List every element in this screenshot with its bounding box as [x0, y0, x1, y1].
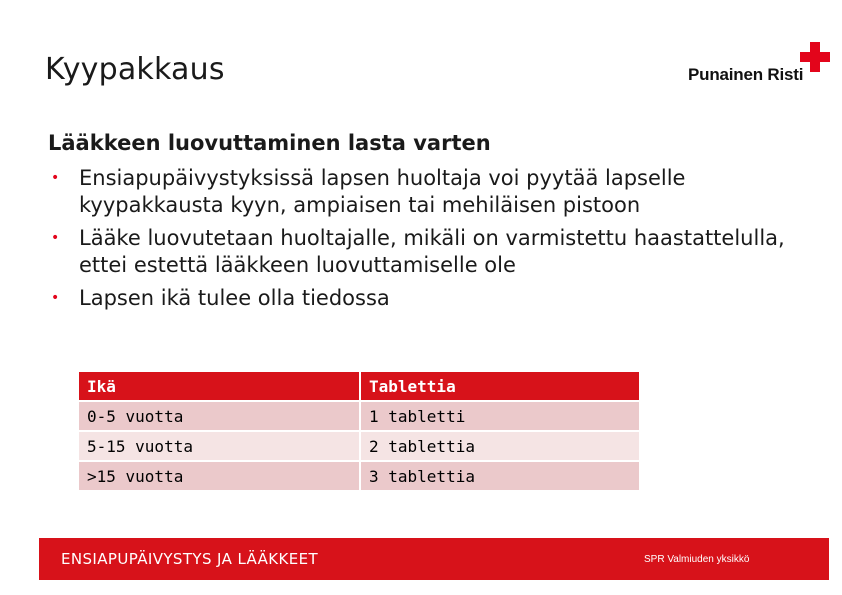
- slide-title: Kyypakkaus: [45, 52, 225, 87]
- bullet-item: [48, 225, 808, 279]
- logo-text: Punainen Risti: [688, 65, 804, 84]
- table-cell: >15 vuotta: [79, 462, 361, 492]
- bullet-list: [48, 165, 808, 318]
- red-cross-icon: [800, 42, 830, 72]
- table-cell: 5-15 vuotta: [79, 432, 361, 462]
- table-header-row: [79, 372, 641, 402]
- table-row: [79, 402, 641, 432]
- footer-unit: SPR Valmiuden yksikkö: [644, 554, 750, 565]
- table-header-cell: Tablettia: [361, 372, 641, 402]
- punainen-risti-logo: [688, 42, 830, 88]
- footer-title: ENSIAPUPÄIVYSTYS JA LÄÄKKEET: [61, 550, 319, 568]
- table-cell: 3 tablettia: [361, 462, 641, 492]
- table-row: [79, 432, 641, 462]
- bullet-text: Lapsen ikä tulee olla tiedossa: [79, 286, 390, 310]
- table-cell: 1 tabletti: [361, 402, 641, 432]
- dosage-table: [79, 372, 641, 492]
- table-cell: 2 tablettia: [361, 432, 641, 462]
- bullet-text: Ensiapupäivystyksissä lapsen huoltaja voi pyytää lapselle kyypakkausta kyyn, ampiaisen tai mehiläisen pistoon: [79, 166, 686, 217]
- section-heading: Lääkkeen luovuttaminen lasta varten: [48, 131, 491, 155]
- table-cell: 0-5 vuotta: [79, 402, 361, 432]
- bullet-text: Lääke luovutetaan huoltajalle, mikäli on varmistettu haastattelulla, ettei estettä lääkkeen luovuttamiselle ole: [79, 226, 785, 277]
- bullet-dot-icon: •: [51, 230, 60, 246]
- bullet-dot-icon: •: [51, 290, 60, 306]
- table-header-cell: Ikä: [79, 372, 361, 402]
- bullet-item: [48, 285, 808, 312]
- footer-bar: [39, 538, 829, 580]
- table-row: [79, 462, 641, 492]
- bullet-dot-icon: •: [51, 170, 60, 186]
- bullet-item: [48, 165, 808, 219]
